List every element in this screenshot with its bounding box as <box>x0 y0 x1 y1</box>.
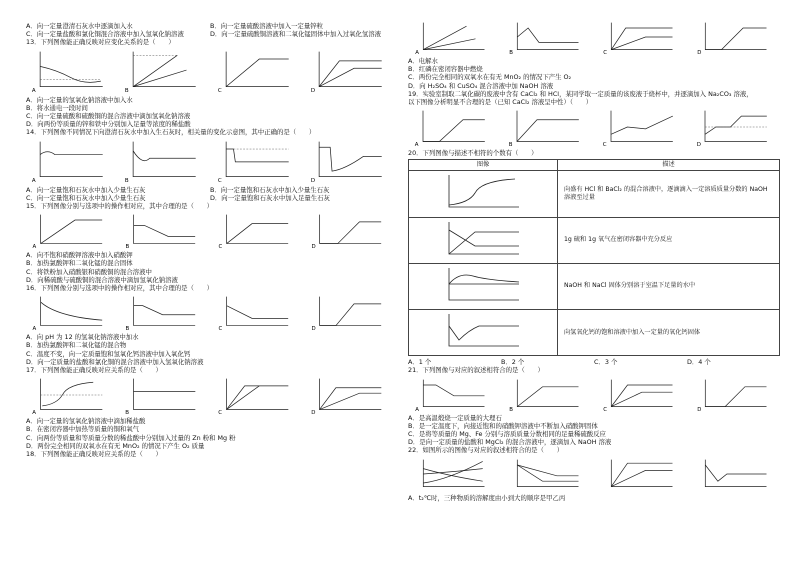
q15-graphs <box>26 211 394 249</box>
q14-options-row1 <box>26 186 394 194</box>
q17-graph-d <box>305 375 394 415</box>
q14-stem: 14．下列图像不同情况下向澄清石灰水中加入生石灰时，相关量的变化示意图，其中正确的是（ ） <box>26 128 316 137</box>
q14-label-d: D <box>310 177 316 184</box>
q22-graph-a <box>408 456 498 492</box>
q16-stem: 16．下列图像分别与选项中的操作相对应，其中合理的是（ ） <box>26 284 214 293</box>
q15-label-d: D <box>311 244 316 250</box>
q14-graph-b <box>119 138 208 184</box>
q16-label-a: A <box>32 326 37 332</box>
q15-options <box>26 251 394 284</box>
q17-option-a: A．向一定量的氢氧化钠溶液中滴加稀盐酸 <box>26 417 146 426</box>
q19-label-c: C <box>602 142 607 148</box>
q20-choice-c: C．3 个 <box>594 358 618 367</box>
q17-label-a: A <box>32 410 37 416</box>
q20-table-header <box>409 160 780 171</box>
q14-graph-c <box>212 138 301 184</box>
q17-graph-a <box>26 375 115 415</box>
q15-label-b: B <box>125 244 130 250</box>
q15-option-b: B．加热氯酸钾和二氧化锰的混合固体 <box>26 259 133 268</box>
q19-graph-a <box>408 107 498 147</box>
q15-option-c: C．将铁粉加入硝酸银和硝酸铜的混合溶液中 <box>26 267 152 276</box>
q18-option-c: C．两份完全相同的双氧水在有无 MnO₂ 的情况下产生 O₂ <box>408 73 572 82</box>
q19-graph-d <box>690 107 780 147</box>
q13-graphs <box>26 48 394 94</box>
q21-graph-b <box>502 376 592 412</box>
q21-label-d: D <box>697 406 702 412</box>
q18-graph-d <box>690 19 780 55</box>
q15-stem: 15．下列图像分别与选项中的操作相对应，其中合理的是（ ） <box>26 202 214 211</box>
q18-stem: 18．下列图像能正确反映对应关系的是（ ） <box>26 450 162 459</box>
q15-graph-d <box>305 211 394 249</box>
q20-choice-a: A．1 个 <box>408 358 432 367</box>
q22-options <box>408 494 780 502</box>
q20-row1-graph <box>409 171 558 217</box>
q14-label-c: C <box>217 177 222 184</box>
q19-label-a: A <box>414 142 419 148</box>
q19-label-d: D <box>696 142 702 148</box>
q17-option-d: D．两份完全相同的双氧水在有无 MnO₂ 的情况下产生 O₂ 质量 <box>26 441 205 450</box>
q20-row4-desc: 向氢氧化钙的饱和溶液中加入一定量的氧化钙固体 <box>558 310 780 356</box>
q15-option-d: D．向稀硫酸与硫酸铜的混合溶液中滴加氢氧化钠溶液 <box>26 275 178 284</box>
table-row <box>409 263 780 309</box>
top-option-d: D．向一定量硫酸铜溶液和二氧化锰固体中加入过氧化氢溶液 <box>210 30 382 39</box>
table-row <box>409 310 780 356</box>
q20-stem: 20．下列图像与描述不相符的个数有（ ） <box>408 149 538 158</box>
q14-label-a: A <box>31 177 36 184</box>
q21-graph-a <box>408 376 498 412</box>
q18-option-d: D．向 H₂SO₄ 和 CuSO₄ 混合溶液中加 NaOH 溶液 <box>408 81 554 90</box>
q13-graph-a <box>26 48 115 94</box>
q21-graph-c <box>596 376 686 412</box>
q16-graph-c <box>212 293 301 331</box>
q19-graph-c <box>596 107 686 147</box>
q20-row1-desc: 向盛有 HCl 和 BaCl₂ 的混合溶液中，逐滴滴入一定溶质质量分数的 NaOH 溶液至过量 <box>558 171 780 217</box>
q20-row2-desc: 1g 硫和 1g 氧气在密闭容器中充分反应 <box>558 217 780 263</box>
q14-option-a: A．向一定量饱和石灰水中加入少量生石灰 <box>26 185 146 194</box>
q17-stem: 17．下列图像能正确反映对应关系的是（ ） <box>26 366 162 375</box>
q17-label-c: C <box>218 410 223 416</box>
q13-graph-c <box>212 48 301 94</box>
q14-label-b: B <box>124 177 129 184</box>
q21-option-d: D．是向一定质量的盐酸和 MgCl₂ 的混合溶液中，逐滴加入 NaOH 溶液 <box>408 438 612 447</box>
q20-row3-graph <box>409 263 558 309</box>
q19-stem-line2: 以下图像分析明显不合理的是（已知 CaCl₂ 溶液呈中性）（ ） <box>408 98 593 107</box>
q20-row4-graph <box>409 310 558 356</box>
q21-label-a: A <box>415 406 419 412</box>
q13-option-c: C．向一定量硫酸和硫酸铜的混合溶液中滴加氢氧化钠溶液 <box>26 112 191 121</box>
q16-graph-a <box>26 293 115 331</box>
top-option-c: C．向一定量盐酸和氯化铜混合溶液中加入氢氧化钠溶液 <box>26 30 184 39</box>
q18-options <box>408 57 780 90</box>
q13-option-b: B．将水通电一段时间 <box>26 103 88 112</box>
q20-table <box>408 159 780 356</box>
q13-options <box>26 96 394 129</box>
q21-graph-d <box>690 376 780 412</box>
q15-graph-a <box>26 211 115 249</box>
q13-option-a: A．向一定量的氢氧化钠溶液中加入水 <box>26 95 133 104</box>
q21-label-b: B <box>509 406 513 412</box>
q13-label-c: C <box>217 87 222 94</box>
q17-graph-c <box>212 375 301 415</box>
q22-stem: 22．如图所示的图像与对应的叙述相符合的是（ ） <box>408 446 564 455</box>
right-column <box>408 18 780 502</box>
q13-graph-d <box>305 48 394 94</box>
q16-option-d: D．向一定质量的盐酸和氯化铜的混合溶液中加入氢氧化钠溶液 <box>26 357 204 366</box>
q17-graphs <box>26 375 394 415</box>
q21-option-a: A．是高温煅烧一定质量的大理石 <box>408 413 502 422</box>
q13-label-b: B <box>124 87 129 94</box>
q14-option-c: C．向一定量饱和石灰水中加入少量生石灰 <box>26 193 146 202</box>
q21-option-c: C．是将等质量的 Mg、Fe 分别与溶质质量分数相同的足量稀硫酸反应 <box>408 430 606 439</box>
q18-graph-a <box>408 19 498 55</box>
q13-option-d: D．向两份等质量的锌和铁中分别加入足量等浓度的稀盐酸 <box>26 120 191 129</box>
q16-graph-d <box>305 293 394 331</box>
q20-head-image: 图像 <box>409 160 558 171</box>
q21-options <box>408 414 780 447</box>
q16-label-b: B <box>125 326 130 332</box>
q17-label-d: D <box>311 410 316 416</box>
q16-label-c: C <box>218 326 223 332</box>
q22-graph-c <box>596 456 686 492</box>
q20-row2-graph <box>409 217 558 263</box>
q15-label-c: C <box>218 244 223 250</box>
top-option-a: A．向一定量澄清石灰水中逐滴加入水 <box>26 22 133 30</box>
q15-graph-b <box>119 211 208 249</box>
q15-label-a: A <box>32 244 37 250</box>
q19-label-b: B <box>508 142 513 148</box>
q18-graph-c <box>596 19 686 55</box>
q18-label-a: A <box>415 50 419 55</box>
q16-label-d: D <box>311 326 316 332</box>
q22-graph-d <box>690 456 780 492</box>
q13-label-d: D <box>310 87 316 94</box>
q20-choice-b: B．2 个 <box>501 358 525 367</box>
q16-option-b: B．加热氯酸钾和二氧化锰的混合物 <box>26 341 127 350</box>
q17-graph-b <box>119 375 208 415</box>
q16-graph-b <box>119 293 208 331</box>
q21-option-b: B．是一定温度下，向接近饱和的硝酸钾溶液中不断加入硝酸钾固体 <box>408 421 598 430</box>
q14-graph-a <box>26 138 115 184</box>
q21-label-c: C <box>603 406 607 412</box>
q13-stem: 13．下列图像能正确反映对应变化关系的是（ ） <box>26 38 175 47</box>
q22-option-a: A．t₂℃时，三种物质的溶解度由小到大的顺序是甲乙丙 <box>408 493 566 502</box>
q18-graphs <box>408 19 780 55</box>
q15-option-a: A．向不饱和硝酸钾溶液中加入硝酸钾 <box>26 251 133 260</box>
q14-graph-d <box>305 138 394 184</box>
q16-option-a: A．向 pH 为 12 的氢氧化钠溶液中加水 <box>26 333 139 342</box>
q21-graphs <box>408 376 780 412</box>
q18-label-d: D <box>697 50 702 55</box>
q19-stem-line1: 19．实验室制取二氧化碳的废液中含有 CaCl₂ 和 HCl，某同学取一定质量的该废液于烧杯中，并逐滴加入 Na₂CO₃ 溶液， <box>408 89 753 98</box>
q17-option-c: C．向两份等质量和等质量分数的稀盐酸中分别加入过量的 Zn 粉和 Mg 粉 <box>26 433 236 442</box>
q15-graph-c <box>212 211 301 249</box>
q19-graphs <box>408 107 780 147</box>
q20-head-desc: 描述 <box>558 160 780 171</box>
q18-graph-b <box>502 19 592 55</box>
q17-option-b: B．在密闭容器中加热等质量的铜和氧气 <box>26 425 140 434</box>
q13-label-a: A <box>31 87 36 94</box>
q18-option-a: A．电解水 <box>408 57 438 65</box>
top-option-b: B．向一定量硫酸溶液中加入一定量锌粒 <box>210 22 324 30</box>
q22-graphs <box>408 456 780 492</box>
q16-options <box>26 333 394 366</box>
q14-graphs <box>26 138 394 184</box>
q18-option-b: B．红磷在密闭容器中燃烧 <box>408 65 483 74</box>
q17-options <box>26 417 394 450</box>
q19-graph-b <box>502 107 592 147</box>
q13-graph-b <box>119 48 208 94</box>
q18-label-b: B <box>509 50 513 55</box>
q16-option-c: C．温度不变，向一定质量饱和氢氧化钙溶液中加入氧化钙 <box>26 349 191 358</box>
table-row <box>409 217 780 263</box>
q22-graph-b <box>502 456 592 492</box>
top-options-row1 <box>26 22 394 30</box>
table-row <box>409 171 780 217</box>
q18-label-c: C <box>603 50 607 55</box>
q14-option-b: B．向一定量饱和石灰水中加入少量生石灰 <box>210 185 330 194</box>
q14-options-row2 <box>26 194 394 202</box>
q14-option-d: D．向一定量饱和石灰水中加入足量生石灰 <box>210 193 330 202</box>
q17-label-b: B <box>125 410 130 416</box>
q20-row3-desc: NaOH 和 NaCl 固体分别溶于室温下足量的水中 <box>558 263 780 309</box>
q20-choice-d: D．4 个 <box>687 358 711 367</box>
left-column <box>26 22 394 458</box>
q21-stem: 21．下列图像与对应的叙述相符合的是（ ） <box>408 366 544 375</box>
q16-graphs <box>26 293 394 331</box>
